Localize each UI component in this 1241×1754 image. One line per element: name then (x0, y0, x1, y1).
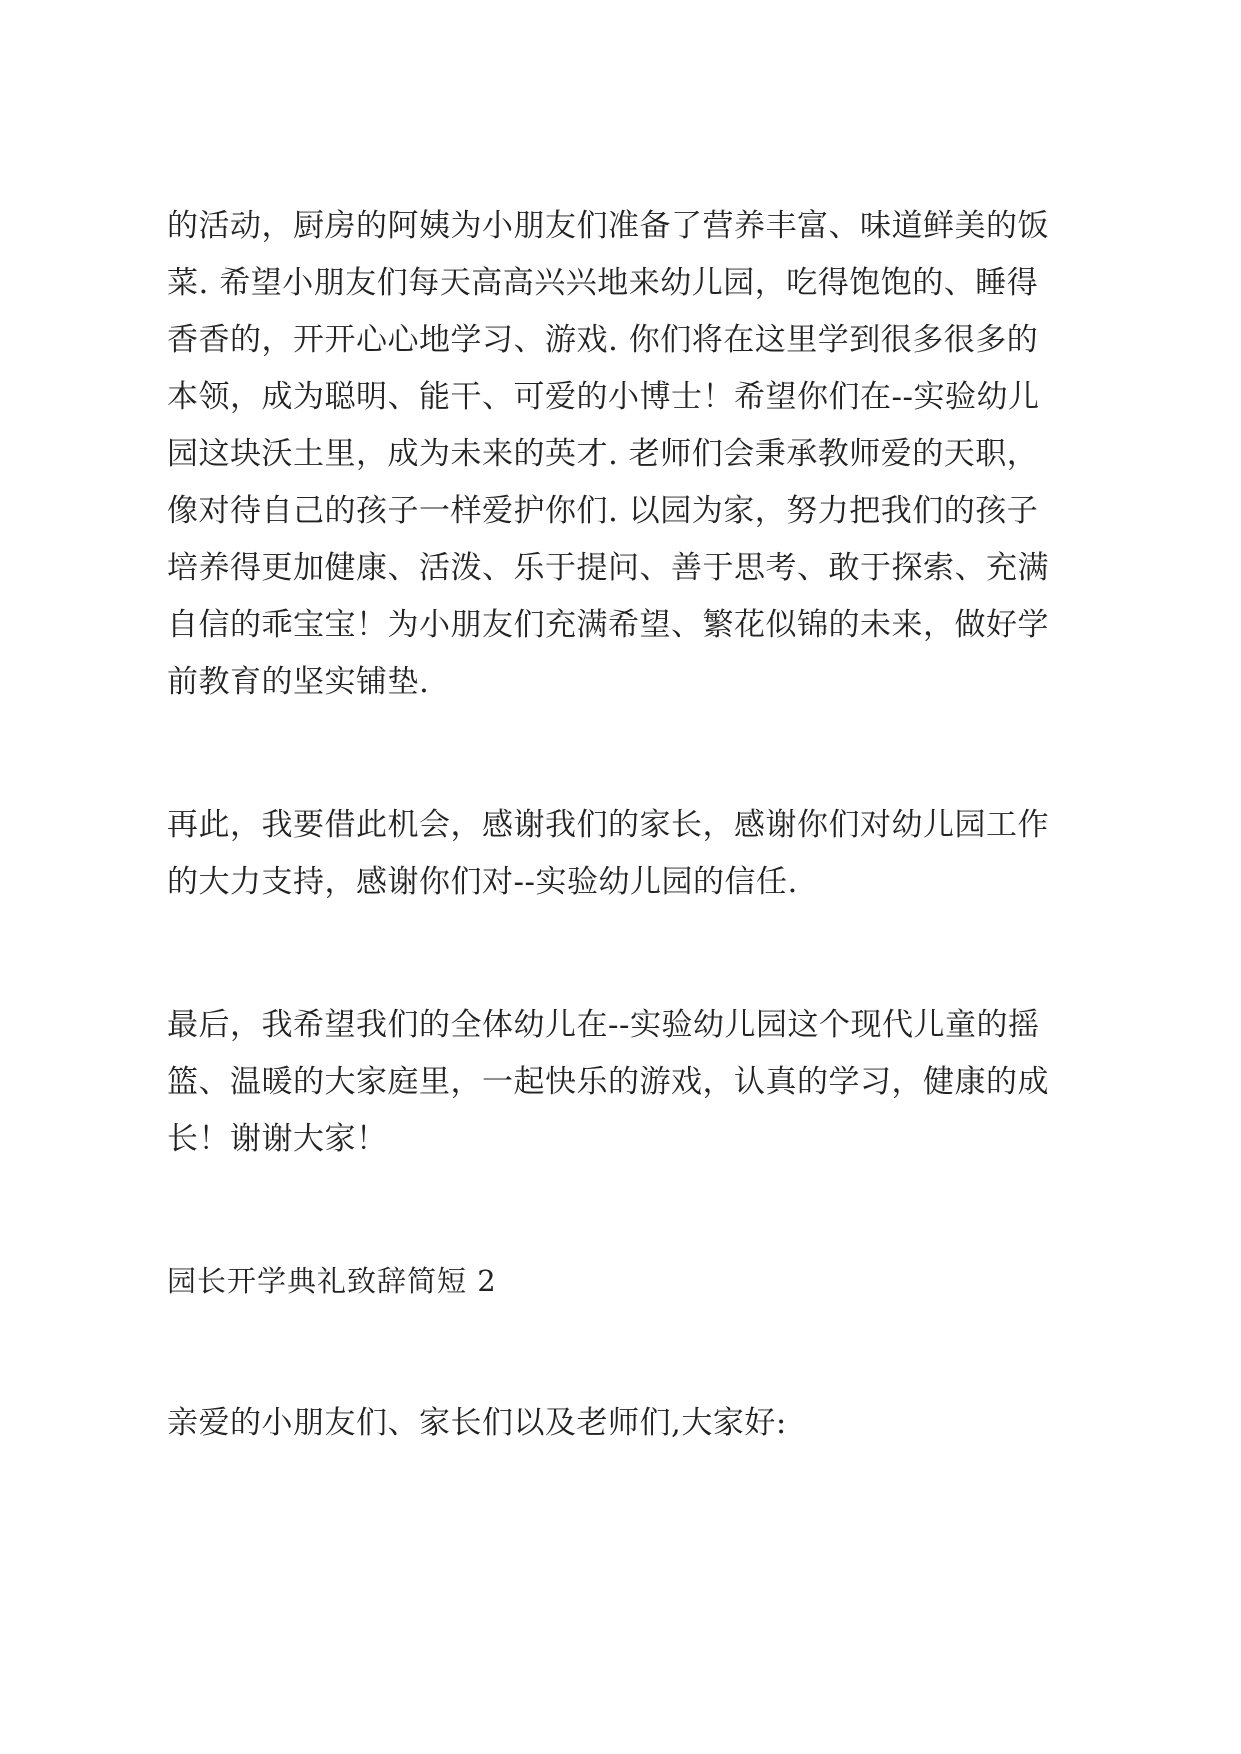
paragraph-1-line-7: 培养得更加健康、活泼、乐于提问、善于思考、敢于探索、充满 (167, 550, 1049, 586)
paragraph-1-line-3: 香香的，开开心心地学习、游戏. 你们将在这里学到很多很多的 (167, 322, 1039, 358)
paragraph-3-line-3: 长！谢谢大家！ (167, 1121, 388, 1157)
section-heading: 园长开学典礼致辞简短 2 (167, 1264, 497, 1298)
paragraph-1-line-9: 前教育的坚实铺垫. (167, 664, 430, 700)
paragraph-1-line-4: 本领，成为聪明、能干、可爱的小博士！希望你们在--实验幼儿 (167, 379, 1040, 415)
paragraph-3-line-1: 最后，我希望我们的全体幼儿在--实验幼儿园这个现代儿童的摇 (167, 1007, 1040, 1043)
paragraph-2-line-1: 再此，我要借此机会，感谢我们的家长，感谢你们对幼儿园工作 (167, 807, 1049, 843)
paragraph-2-line-2: 的大力支持，感谢你们对--实验幼儿园的信任. (167, 864, 798, 900)
paragraph-1-line-5: 园这块沃土里，成为未来的英才. 老师们会秉承教师爱的天职， (167, 436, 1039, 472)
paragraph-3-line-2: 篮、温暖的大家庭里，一起快乐的游戏，认真的学习，健康的成 (167, 1064, 1049, 1100)
greeting-line: 亲爱的小朋友们、家长们以及老师们,大家好: (167, 1405, 787, 1441)
paragraph-1-line-8: 自信的乖宝宝！为小朋友们充满希望、繁花似锦的未来，做好学 (167, 607, 1049, 643)
paragraph-1-line-1: 的活动，厨房的阿姨为小朋友们准备了营养丰富、味道鲜美的饭 (167, 208, 1049, 244)
paragraph-1-line-2: 菜. 希望小朋友们每天高高兴兴地来幼儿园，吃得饱饱的、睡得 (167, 265, 1039, 301)
paragraph-1-line-6: 像对待自己的孩子一样爱护你们. 以园为家，努力把我们的孩子 (167, 493, 1039, 529)
